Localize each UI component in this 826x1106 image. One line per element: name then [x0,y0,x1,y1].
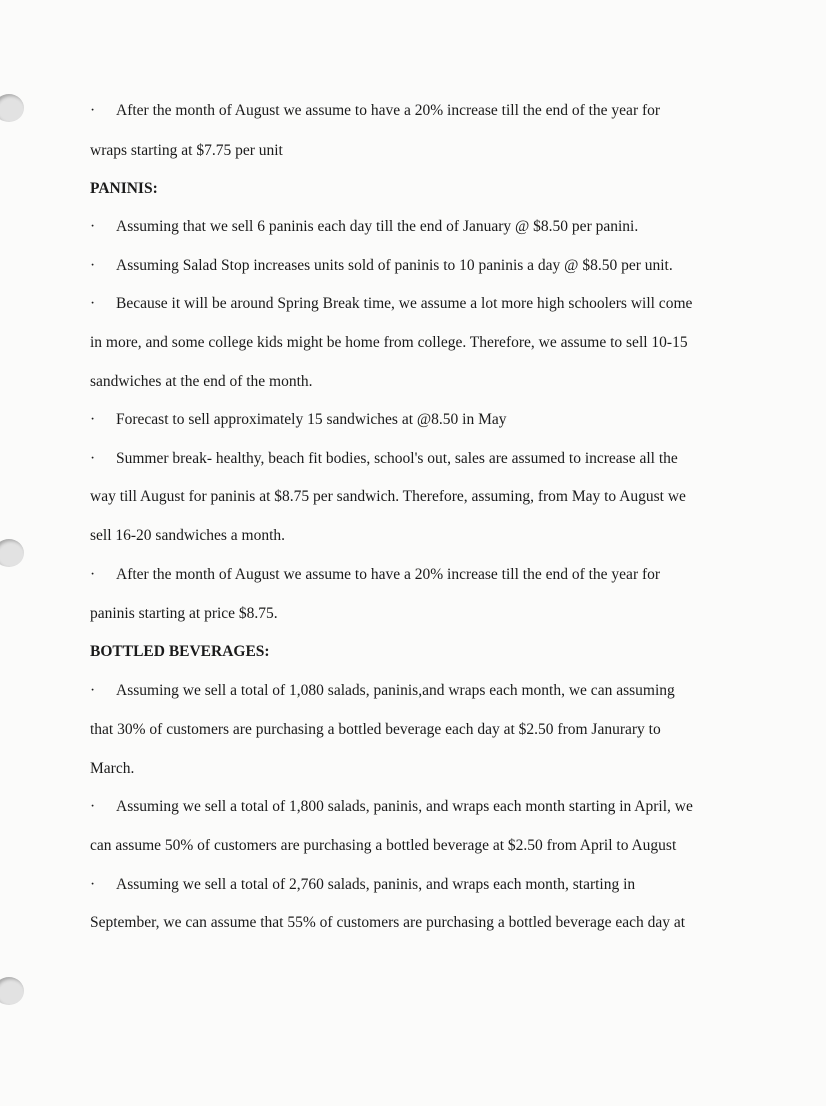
line-text: After the month of August we assume to have a 20% increase till the end of the year for [116,102,661,119]
heading-text: PANINIS: [90,180,158,197]
bullet-line [90,217,638,237]
punch-hole [0,94,24,122]
bullet-icon: · [90,798,96,815]
bullet-icon: · [90,257,96,274]
line-text: After the month of August we assume to have a 20% increase till the end of the year for [116,566,661,583]
line-text: way till August for paninis at $8.75 per sandwich. Therefore, assuming, from May to August we [90,488,686,505]
line-text: Assuming that we sell 6 paninis each day till the end of January @ $8.50 per panini. [116,218,639,235]
bullet-icon: · [90,566,96,583]
text-line [90,487,686,507]
line-text: Assuming Salad Stop increases units sold of paninis to 10 paninis a day @ $8.50 per unit. [116,257,673,274]
line-text: Assuming we sell a total of 2,760 salads, paninis, and wraps each month, starting in [116,876,636,893]
line-text: sell 16-20 sandwiches a month. [90,527,286,544]
bullet-line [90,875,635,895]
bullet-icon: · [90,682,96,699]
bullet-icon: · [90,411,96,428]
bullet-line [90,797,693,817]
text-line [90,526,285,546]
line-text: that 30% of customers are purchasing a bottled beverage each day at $2.50 from Janurary to [90,721,661,738]
bullet-line [90,449,678,469]
text-line [90,372,313,392]
bullet-icon: · [90,218,96,235]
punch-hole [0,539,24,567]
heading-text: BOTTLED BEVERAGES: [90,643,270,660]
bullet-line [90,681,675,701]
section-heading-bottled-beverages [90,642,270,662]
line-text: Because it will be around Spring Break time, we assume a lot more high schoolers will come [116,295,693,312]
bullet-icon: · [90,295,96,312]
bullet-icon: · [90,102,96,119]
punch-hole [0,977,24,1005]
bullet-line [90,101,660,121]
line-text: wraps starting at $7.75 per unit [90,142,283,159]
bullet-line [90,410,507,430]
text-line [90,836,676,856]
text-line [90,141,283,161]
section-heading-paninis [90,179,158,199]
bullet-icon: · [90,450,96,467]
line-text: paninis starting at price $8.75. [90,605,278,622]
text-line [90,759,134,779]
line-text: Forecast to sell approximately 15 sandwiches at @8.50 in May [116,411,507,428]
text-line [90,333,688,353]
line-text: in more, and some college kids might be home from college. Therefore, we assume to sell 10-15 [90,334,688,351]
line-text: Assuming we sell a total of 1,080 salads, paninis,and wraps each month, we can assuming [116,682,675,699]
line-text: sandwiches at the end of the month. [90,373,313,390]
bullet-line [90,256,673,276]
text-line [90,913,685,933]
text-line [90,720,661,740]
line-text: Assuming we sell a total of 1,800 salads, paninis, and wraps each month starting in April, we [116,798,693,815]
line-text: September, we can assume that 55% of customers are purchasing a bottled beverage each day at [90,914,686,931]
line-text: March. [90,760,135,777]
bullet-line [90,565,660,585]
bullet-icon: · [90,876,96,893]
line-text: can assume 50% of customers are purchasing a bottled beverage at $2.50 from April to August [90,837,677,854]
line-text: Summer break- healthy, beach fit bodies, school's out, sales are assumed to increase all the [116,450,678,467]
bullet-line [90,294,692,314]
text-line [90,604,278,624]
